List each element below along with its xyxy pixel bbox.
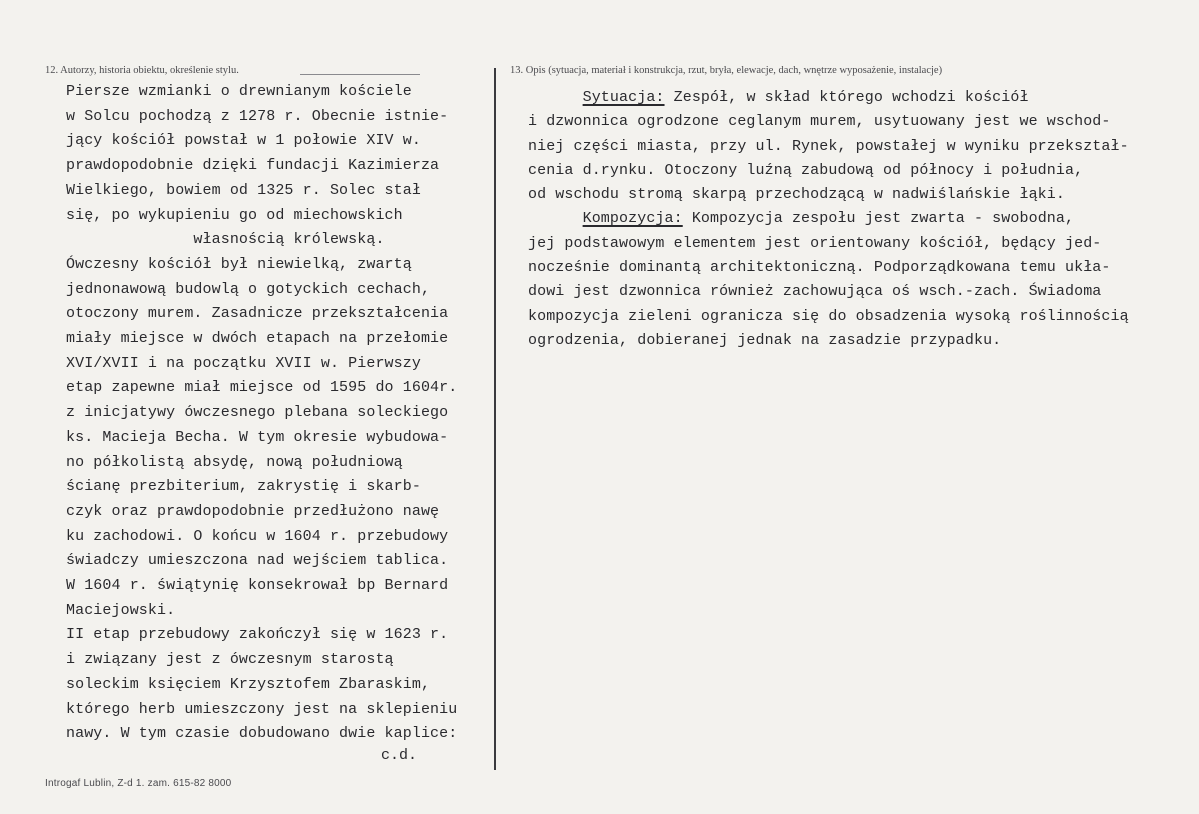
history-line: etap zapewne miał miejsce od 1595 do 1604r. <box>66 379 458 397</box>
description-text: Zespół, w skład którego wchodzi kościół <box>664 89 1029 106</box>
history-line: świadczy umieszczona nad wejściem tablica. <box>66 552 449 570</box>
history-line: czyk oraz prawdopodobnie przedłużono nawę <box>66 502 440 520</box>
description-text: i dzwonnica ogrodzone ceglanym murem, usytuowany jest we wschod- <box>528 113 1111 131</box>
description-line <box>528 135 1129 159</box>
history-line: no półkolistą absydę, nową południową <box>66 453 403 471</box>
history-line: ścianę prezbiterium, zakrystię i skarb- <box>66 478 421 496</box>
description-text: ogrodzenia, dobieranej jednak na zasadzie przypadku. <box>528 331 1002 349</box>
history-line: którego herb umieszczony jest na sklepieniu <box>66 700 458 718</box>
history-line: Ówczesny kościół był niewielką, zwartą <box>66 255 412 273</box>
description-text: nocześnie dominantą architektoniczną. Podporządkowana temu ukła- <box>528 259 1111 277</box>
section-12-header: 12. Autorzy, historia obiektu, określenie stylu. <box>45 65 239 76</box>
header-rule-left <box>300 74 420 75</box>
description-line <box>528 183 1129 207</box>
history-line: Piersze wzmianki o drewnianym kościele <box>66 83 412 100</box>
history-line: jący kościół powstał w 1 połowie XIV w. <box>66 132 421 150</box>
history-line: W 1604 r. świątynię konsekrował bp Bernard <box>66 577 449 595</box>
history-line: prawdopodobnie dzięki fundacji Kazimierza <box>66 157 440 175</box>
history-line: się, po wykupieniu go od miechowskich <box>66 206 403 224</box>
description-text: Kompozycja zespołu jest zwarta - swobodna, <box>682 210 1075 228</box>
description-text: dowi jest dzwonnica również zachowująca oś wsch.-zach. Świadoma <box>528 283 1102 301</box>
history-line: własnością królewską. <box>66 231 385 249</box>
description-line <box>528 232 1129 256</box>
description-text: jej podstawowym elementem jest orientowany kościół, będący jed- <box>528 234 1102 252</box>
history-line: ku zachodowi. O końcu w 1604 r. przebudowy <box>66 527 449 545</box>
history-line: ks. Macieja Becha. W tym okresie wybudowa- <box>66 428 449 446</box>
history-text-column <box>66 80 457 747</box>
history-line: nawy. W tym czasie dobudowano dwie kaplice: <box>66 725 458 743</box>
printer-imprint: Introgaf Lublin, Z-d 1. zam. 615-82 8000 <box>45 778 232 789</box>
description-text: niej części miasta, przy ul. Rynek, powstałej w wyniku przekształ- <box>528 137 1129 155</box>
description-line <box>528 305 1129 329</box>
history-line: Wielkiego, bowiem od 1325 r. Solec stał <box>66 181 421 199</box>
column-divider <box>494 68 496 770</box>
history-line: miały miejsce w dwóch etapach na przełomie <box>66 330 449 348</box>
history-line: otoczony murem. Zasadnicze przekształcenia <box>66 305 449 323</box>
section-label: Kompozycja: <box>582 210 683 228</box>
description-line <box>528 207 1129 231</box>
section-label: Sytuacja: <box>582 89 665 106</box>
history-line: Maciejowski. <box>66 601 176 619</box>
history-line: w Solcu pochodzą z 1278 r. Obecnie istnie- <box>66 107 449 125</box>
description-line <box>528 256 1129 280</box>
description-line <box>528 329 1129 353</box>
history-line: soleckim księciem Krzysztofem Zbaraskim, <box>66 675 431 693</box>
description-line <box>528 86 1129 110</box>
history-line: II etap przebudowy zakończył się w 1623 r. <box>66 626 449 644</box>
history-line: jednonawową budowlą o gotyckich cechach, <box>66 280 431 298</box>
description-line <box>528 280 1129 304</box>
section-13-header: 13. Opis (sytuacja, materiał i konstrukcja, rzut, bryła, elewacje, dach, wnętrze wyposażenie, instalacje) <box>510 65 943 76</box>
history-line: XVI/XVII i na początku XVII w. Pierwszy <box>66 354 421 372</box>
description-text-column <box>528 86 1129 353</box>
description-text: od wschodu stromą skarpą przechodzącą w nadwiślańskie łąki. <box>528 186 1065 204</box>
description-text: cenia d.rynku. Otoczony luźną zabudową od północy i południa, <box>528 161 1084 179</box>
description-line <box>528 110 1129 134</box>
history-line: z inicjatywy ówczesnego plebana soleckiego <box>66 404 449 422</box>
description-text: kompozycja zieleni ogranicza się do obsadzenia wysoką roślinnością <box>528 307 1129 325</box>
continued-mark: c.d. <box>381 747 418 764</box>
history-line: i związany jest z ówczesnym starostą <box>66 651 394 669</box>
description-line <box>528 159 1129 183</box>
